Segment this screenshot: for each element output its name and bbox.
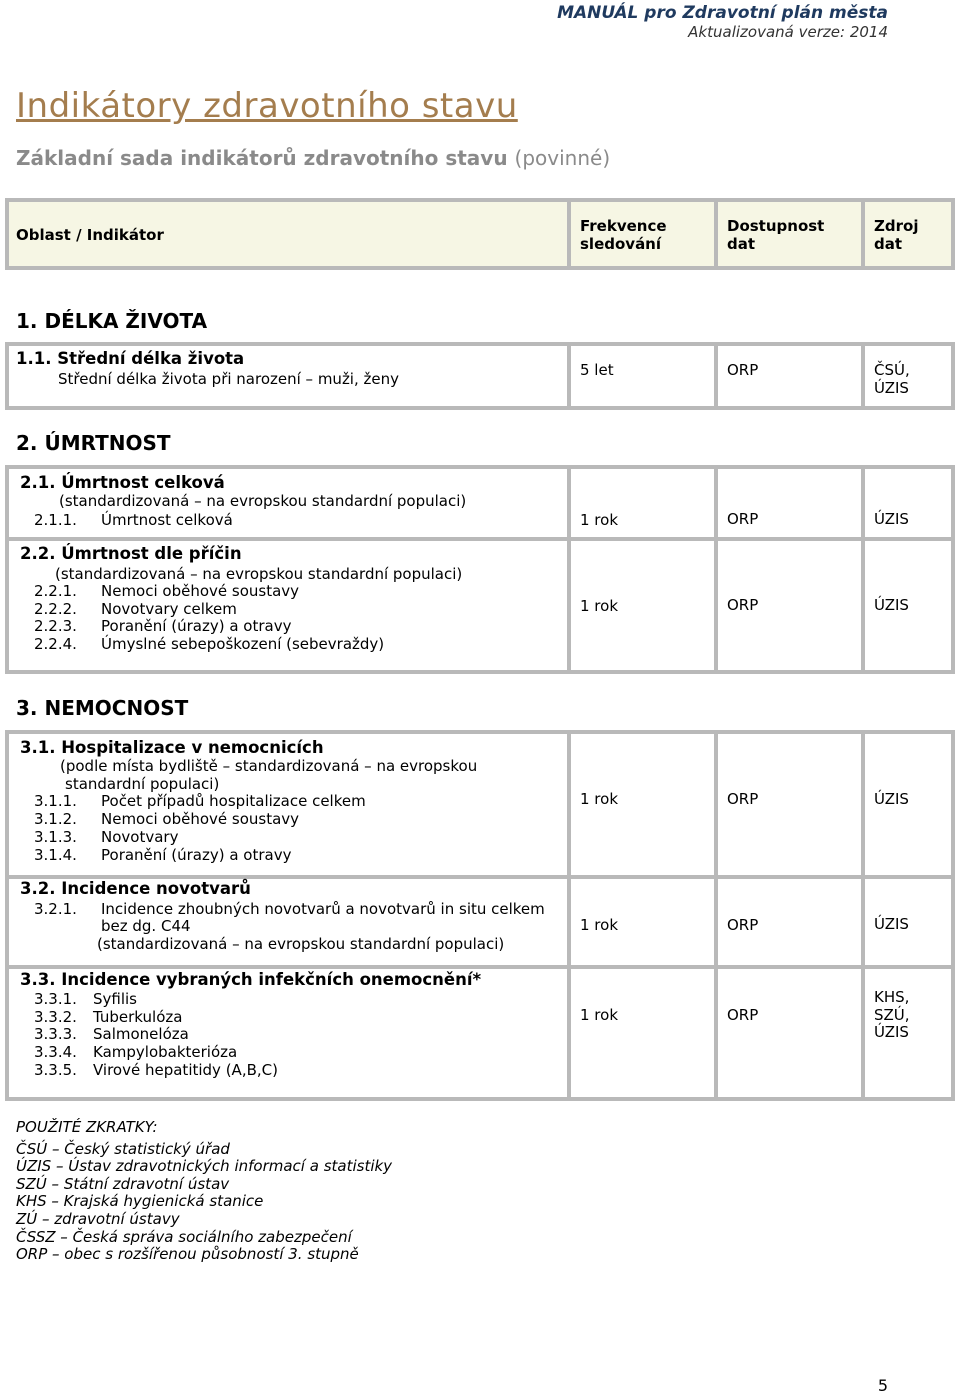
footnote-star: * — [472, 970, 482, 989]
source-cell — [865, 541, 951, 670]
frequency-cell — [571, 879, 714, 965]
availability-cell — [718, 969, 861, 1097]
indicator-cell — [9, 879, 567, 965]
section-3-box — [5, 730, 955, 1101]
availability-cell — [718, 879, 861, 965]
indicator-label: Kampylobakterióza — [93, 1043, 238, 1061]
indicator-number: 2.2.3. — [34, 617, 77, 635]
indicator-label: Incidence zhoubných novotvarů a novotvarů in situ celkem — [101, 900, 545, 918]
frequency-cell — [571, 734, 714, 875]
header-frequency-label: Frekvence sledování — [580, 217, 667, 253]
indicator-desc: standardní populaci) — [65, 775, 220, 793]
section-2-box — [5, 465, 955, 674]
source-value: KHS, — [874, 988, 910, 1006]
indicator-number: 2.2.4. — [34, 635, 77, 653]
indicator-label: Úmyslné sebepoškození (sebevraždy) — [101, 635, 385, 653]
group-title — [20, 970, 481, 989]
source-cell — [865, 469, 951, 537]
page-subtitle — [16, 146, 610, 170]
table-header — [5, 198, 955, 270]
indicator-label: Novotvary — [101, 828, 179, 846]
source-value: ÚZIS — [874, 790, 909, 808]
source-cell — [865, 346, 951, 406]
indicator-label: Poranění (úrazy) a otravy — [101, 846, 292, 864]
availability-value: ORP — [727, 1006, 759, 1024]
availability-cell — [718, 541, 861, 670]
abbreviation-item: KHS – Krajská hygienická stanice — [16, 1192, 264, 1210]
indicator-number: 2.1.1. — [34, 511, 77, 529]
availability-value: ORP — [727, 596, 759, 614]
indicator-number: 2.2.2. — [34, 600, 77, 618]
source-value: ČSÚ, — [874, 361, 910, 379]
indicator-number: 3.3.3. — [34, 1025, 77, 1043]
group-title: 2.2. Úmrtnost dle příčin — [20, 544, 242, 563]
header-cell-source — [865, 202, 951, 266]
indicator-number: 3.1.4. — [34, 846, 77, 864]
section-title-1: 1. DÉLKA ŽIVOTA — [16, 309, 208, 333]
indicator-desc: Střední délka života při narození – muži, ženy — [58, 370, 400, 388]
indicator-cell — [9, 346, 567, 406]
indicator-label: Syfilis — [93, 990, 137, 1008]
indicator-desc: (standardizovaná – na evropskou standardní populaci) — [97, 935, 505, 953]
indicator-label: Tuberkulóza — [93, 1008, 183, 1026]
abbreviation-item: ZÚ – zdravotní ústavy — [16, 1210, 180, 1228]
abbreviation-item: ČSSZ – Česká správa sociálního zabezpečení — [16, 1228, 352, 1246]
source-value: SZÚ, — [874, 1006, 910, 1024]
source-cell — [865, 734, 951, 875]
indicator-label: Poranění (úrazy) a otravy — [101, 617, 292, 635]
indicator-label: Úmrtnost celková — [101, 511, 233, 529]
indicator-number: 3.3.4. — [34, 1043, 77, 1061]
source-value: ÚZIS — [874, 596, 909, 614]
source-cell — [865, 969, 951, 1097]
indicator-cell — [9, 541, 567, 670]
section-title-2: 2. ÚMRTNOST — [16, 431, 171, 455]
availability-cell — [718, 346, 861, 406]
indicator-label: Nemoci oběhové soustavy — [101, 810, 300, 828]
indicator-cell — [9, 734, 567, 875]
version-text: Aktualizovaná verze: 2014 — [688, 23, 888, 41]
page-number: 5 — [877, 1376, 888, 1395]
group-title: 3.1. Hospitalizace v nemocnicích — [20, 738, 324, 757]
group-title: 3.2. Incidence novotvarů — [20, 879, 251, 898]
availability-value: ORP — [727, 916, 759, 934]
abbreviations-title: POUŽITÉ ZKRATKY: — [16, 1118, 158, 1136]
group-title-text: 3.3. Incidence vybraných infekčních onemocnění — [20, 970, 473, 989]
indicator-number: 2.2.1. — [34, 582, 77, 600]
frequency-cell — [571, 469, 714, 537]
header-source-label: Zdroj dat — [874, 217, 919, 253]
indicator-number: 3.3.2. — [34, 1008, 77, 1026]
indicator-label: Počet případů hospitalizace celkem — [101, 792, 366, 810]
indicator-desc: (standardizovaná – na evropskou standardní populaci) — [55, 565, 463, 583]
frequency-cell — [571, 346, 714, 406]
indicator-desc: (standardizovaná – na evropskou standardní populaci) — [59, 492, 467, 510]
source-value: ÚZIS — [874, 1023, 909, 1041]
indicator-cell — [9, 469, 567, 537]
header-cell-frequency — [571, 202, 714, 266]
indicator-label: Novotvary celkem — [101, 600, 237, 618]
frequency-value: 1 rok — [580, 1006, 619, 1024]
abbreviation-item: ÚZIS – Ústav zdravotnických informací a statistiky — [16, 1157, 393, 1175]
group-title: 2.1. Úmrtnost celková — [20, 473, 225, 492]
source-value: ÚZIS — [874, 915, 909, 933]
indicator-desc: (podle místa bydliště – standardizovaná – na evropskou — [60, 757, 478, 775]
abbreviation-item: ORP – obec s rozšířenou působností 3. stupně — [16, 1245, 359, 1263]
indicator-number: 3.3.1. — [34, 990, 77, 1008]
indicator-label: Virové hepatitidy (A,B,C) — [93, 1061, 278, 1079]
abbreviation-item: ČSÚ – Český statistický úřad — [16, 1140, 230, 1158]
page-title: Indikátory zdravotního stavu — [16, 86, 518, 126]
availability-value: ORP — [727, 361, 759, 379]
frequency-cell — [571, 969, 714, 1097]
indicator-number: 3.3.5. — [34, 1061, 77, 1079]
indicator-number: 3.1.2. — [34, 810, 77, 828]
abbreviation-item: SZÚ – Státní zdravotní ústav — [16, 1175, 230, 1193]
frequency-cell — [571, 541, 714, 670]
indicator-label: Salmonelóza — [93, 1025, 189, 1043]
indicator-number: 3.2.1. — [34, 900, 77, 918]
source-value: ÚZIS — [874, 379, 909, 397]
header-cell-indicator — [9, 202, 567, 266]
subtitle-text: Základní sada indikátorů zdravotního stavu — [16, 146, 508, 170]
indicator-number: 3.1.1. — [34, 792, 77, 810]
indicator-cell — [9, 969, 567, 1097]
frequency-value: 1 rok — [580, 597, 619, 615]
availability-value: ORP — [727, 510, 759, 528]
frequency-value: 1 rok — [580, 511, 619, 529]
availability-cell — [718, 734, 861, 875]
group-title: 1.1. Střední délka života — [16, 349, 245, 368]
section-1-box — [5, 342, 955, 410]
header-indicator-label: Oblast / Indikátor — [16, 226, 164, 244]
frequency-value: 1 rok — [580, 790, 619, 808]
indicator-number: 3.1.3. — [34, 828, 77, 846]
source-value: ÚZIS — [874, 510, 909, 528]
subtitle-note: (povinné) — [514, 146, 611, 170]
availability-cell — [718, 469, 861, 537]
source-cell — [865, 879, 951, 965]
indicator-label: Nemoci oběhové soustavy — [101, 582, 300, 600]
indicator-label: bez dg. C44 — [101, 917, 191, 935]
frequency-value: 1 rok — [580, 916, 619, 934]
availability-value: ORP — [727, 790, 759, 808]
frequency-value: 5 let — [580, 361, 614, 379]
header-cell-availability — [718, 202, 861, 266]
manual-title: MANUÁL pro Zdravotní plán města — [557, 3, 888, 23]
header-availability-label: Dostupnost dat — [727, 217, 825, 253]
section-title-3: 3. NEMOCNOST — [16, 696, 189, 720]
